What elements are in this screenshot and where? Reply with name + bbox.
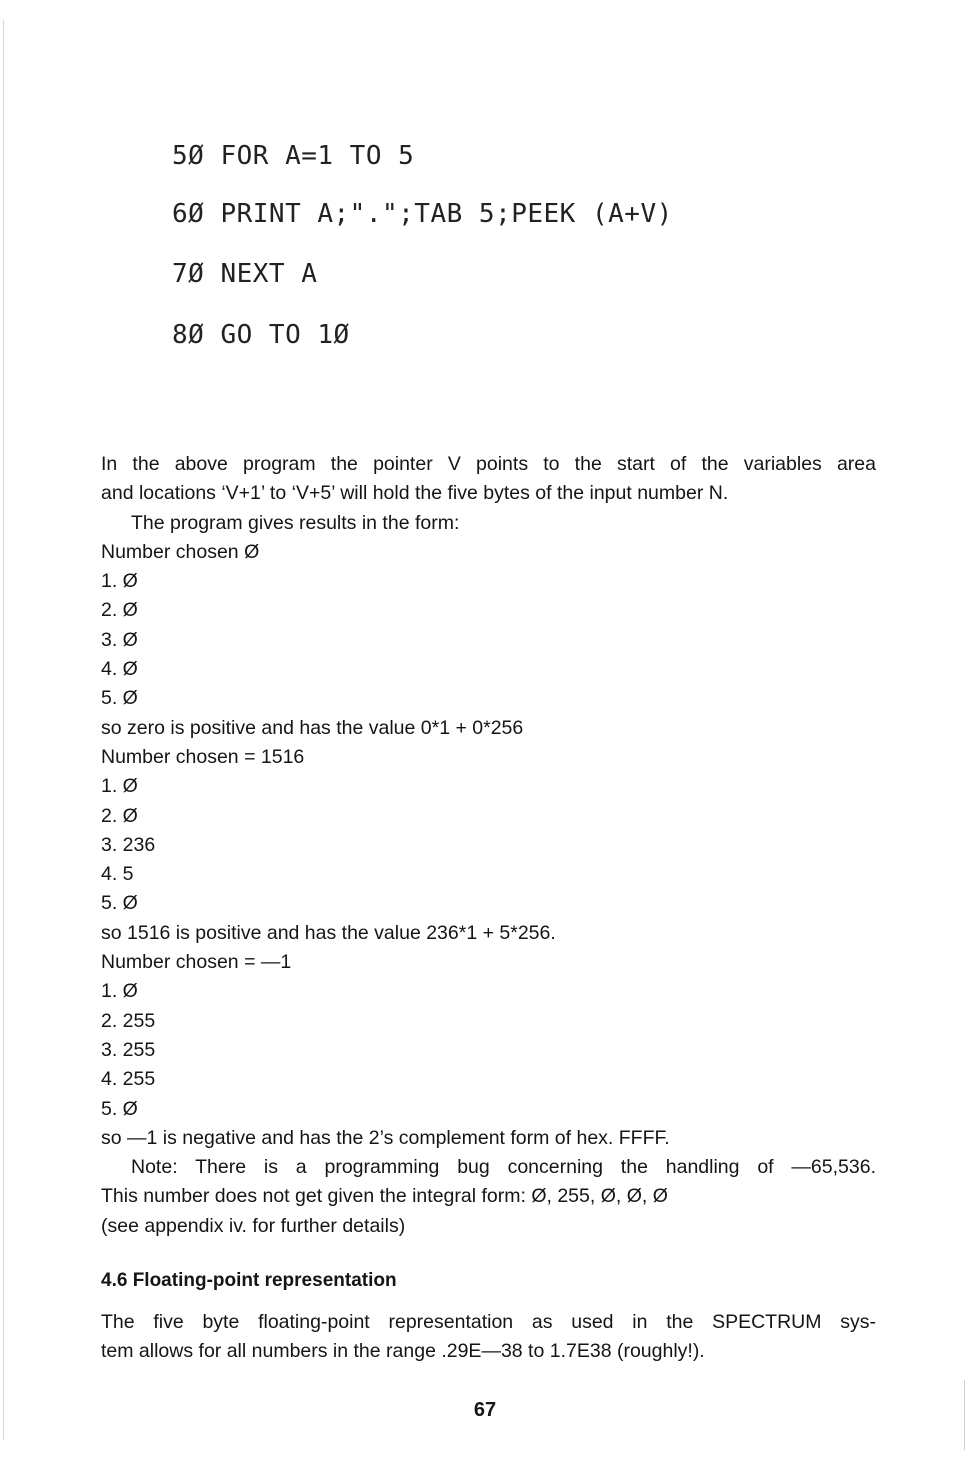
example-row: 1. Ø	[101, 980, 138, 1003]
example-row: 1. Ø	[101, 570, 138, 593]
note-line: Note: There is a programming bug concerning the handling of —65,536.	[131, 1156, 876, 1179]
example-row: 4. 5	[101, 863, 134, 886]
example-header: Number chosen = —1	[101, 951, 292, 974]
example-header: Number chosen = 1516	[101, 745, 305, 768]
example-summary: so —1 is negative and has the 2’s complement form of hex. FFFF.	[101, 1126, 670, 1149]
example-row: 3. 255	[101, 1038, 156, 1061]
example-summary: so zero is positive and has the value 0*1 + 0*256	[101, 716, 524, 739]
page-number: 67	[473, 1399, 497, 1421]
example-row: 4. Ø	[101, 658, 138, 681]
example-row: 5. Ø	[101, 892, 138, 915]
code-line-80: 8Ø GO TO 1Ø	[172, 320, 350, 350]
example-row: 2. Ø	[101, 804, 138, 827]
example-row: 3. 236	[101, 833, 156, 856]
section-heading: 4.6 Floating-point representation	[101, 1270, 397, 1291]
page-edge-left	[3, 20, 4, 1440]
example-row: 3. Ø	[101, 628, 138, 651]
paragraph-line: and locations ‘V+1’ to ‘V+5’ will hold the five bytes of the input number N.	[101, 482, 729, 505]
note-line: (see appendix iv. for further details)	[101, 1214, 406, 1237]
paragraph-line: The five byte floating-point representation as used in the SPECTRUM sys-	[101, 1311, 876, 1333]
example-row: 4. 255	[101, 1068, 156, 1091]
example-row: 1. Ø	[101, 775, 138, 798]
section-body	[101, 1308, 876, 1367]
note-line: This number does not get given the integral form: Ø, 255, Ø, Ø, Ø	[101, 1185, 668, 1208]
example-summary: so 1516 is positive and has the value 236*1 + 5*256.	[101, 921, 556, 944]
example-header: Number chosen Ø	[101, 540, 260, 563]
example-row: 2. Ø	[101, 599, 138, 622]
body-text	[101, 450, 876, 1241]
paragraph-line: tem allows for all numbers in the range .29E—38 to 1.7E38 (roughly!).	[101, 1340, 705, 1363]
example-row: 5. Ø	[101, 1097, 138, 1120]
example-row: 2. 255	[101, 1009, 156, 1032]
code-line-70: 7Ø NEXT A	[172, 259, 318, 289]
paragraph-line: The program gives results in the form:	[131, 511, 460, 534]
example-row: 5. Ø	[101, 687, 138, 710]
code-line-60: 6Ø PRINT A;".";TAB 5;PEEK (A+V)	[172, 199, 673, 229]
code-line-50: 5Ø FOR A=1 TO 5	[172, 141, 415, 171]
paragraph-line: In the above program the pointer V points to the start of the variables area	[101, 453, 876, 475]
